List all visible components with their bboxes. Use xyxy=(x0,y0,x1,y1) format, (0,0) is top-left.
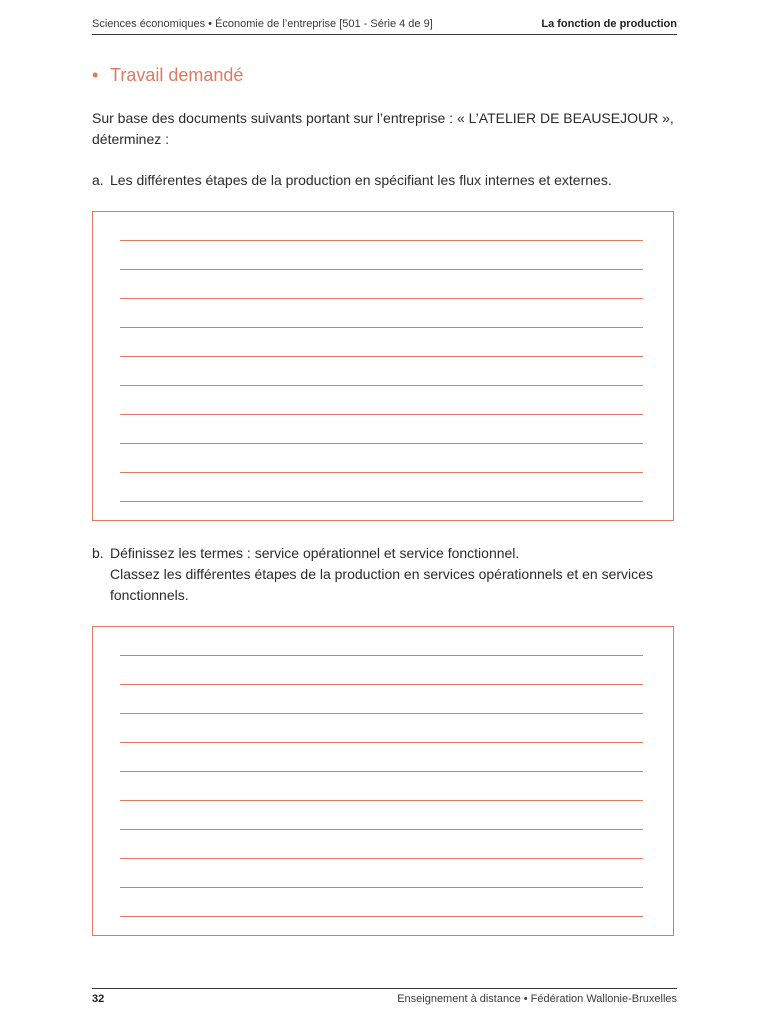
section-heading-text: Travail demandé xyxy=(110,65,244,85)
answer-line[interactable] xyxy=(120,472,643,473)
intro-paragraph: Sur base des documents suivants portant sur l’entreprise : « L’ATELIER DE BEAUSEJOUR », déterminez : xyxy=(92,110,674,147)
answer-line[interactable] xyxy=(120,298,643,299)
answer-line[interactable] xyxy=(120,269,643,270)
answer-line[interactable] xyxy=(120,385,643,386)
answer-box-a[interactable] xyxy=(92,211,674,521)
answer-line[interactable] xyxy=(120,800,643,801)
page-header xyxy=(92,14,677,35)
answer-line[interactable] xyxy=(120,684,643,685)
answer-line[interactable] xyxy=(120,887,643,888)
section-heading xyxy=(92,63,243,87)
answer-line[interactable] xyxy=(120,356,643,357)
question-a-letter: a. xyxy=(92,172,104,188)
answer-line[interactable] xyxy=(120,501,643,502)
answer-line[interactable] xyxy=(120,713,643,714)
answer-box-b[interactable] xyxy=(92,626,674,936)
footer-publisher: Enseignement à distance • Fédération Wallonie-Bruxelles xyxy=(397,993,677,1005)
answer-line[interactable] xyxy=(120,443,643,444)
answer-line[interactable] xyxy=(120,414,643,415)
bullet-icon: • xyxy=(92,65,99,85)
question-b-line-3: fonctionnels. xyxy=(110,587,189,603)
header-course-title: Sciences économiques • Économie de l’entreprise [501 - Série 4 de 9] xyxy=(92,18,433,30)
answer-line[interactable] xyxy=(120,916,643,917)
answer-line[interactable] xyxy=(120,771,643,772)
page-footer xyxy=(92,988,677,1009)
question-b-line-2: Classez les différentes étapes de la production en services opérationnels et en services xyxy=(110,566,653,582)
answer-line[interactable] xyxy=(120,327,643,328)
header-chapter-title: La fonction de production xyxy=(541,18,677,30)
question-b-line-1: Définissez les termes : service opérationnel et service fonctionnel. xyxy=(110,545,520,561)
question-b xyxy=(92,543,682,606)
answer-line[interactable] xyxy=(120,655,643,656)
page-number: 32 xyxy=(92,993,105,1005)
question-a xyxy=(92,170,682,191)
question-a-line: Les différentes étapes de la production en spécifiant les flux internes et externes. xyxy=(110,172,612,188)
answer-line[interactable] xyxy=(120,829,643,830)
question-b-letter: b. xyxy=(92,545,104,561)
answer-line[interactable] xyxy=(120,742,643,743)
answer-line[interactable] xyxy=(120,858,643,859)
answer-line[interactable] xyxy=(120,240,643,241)
